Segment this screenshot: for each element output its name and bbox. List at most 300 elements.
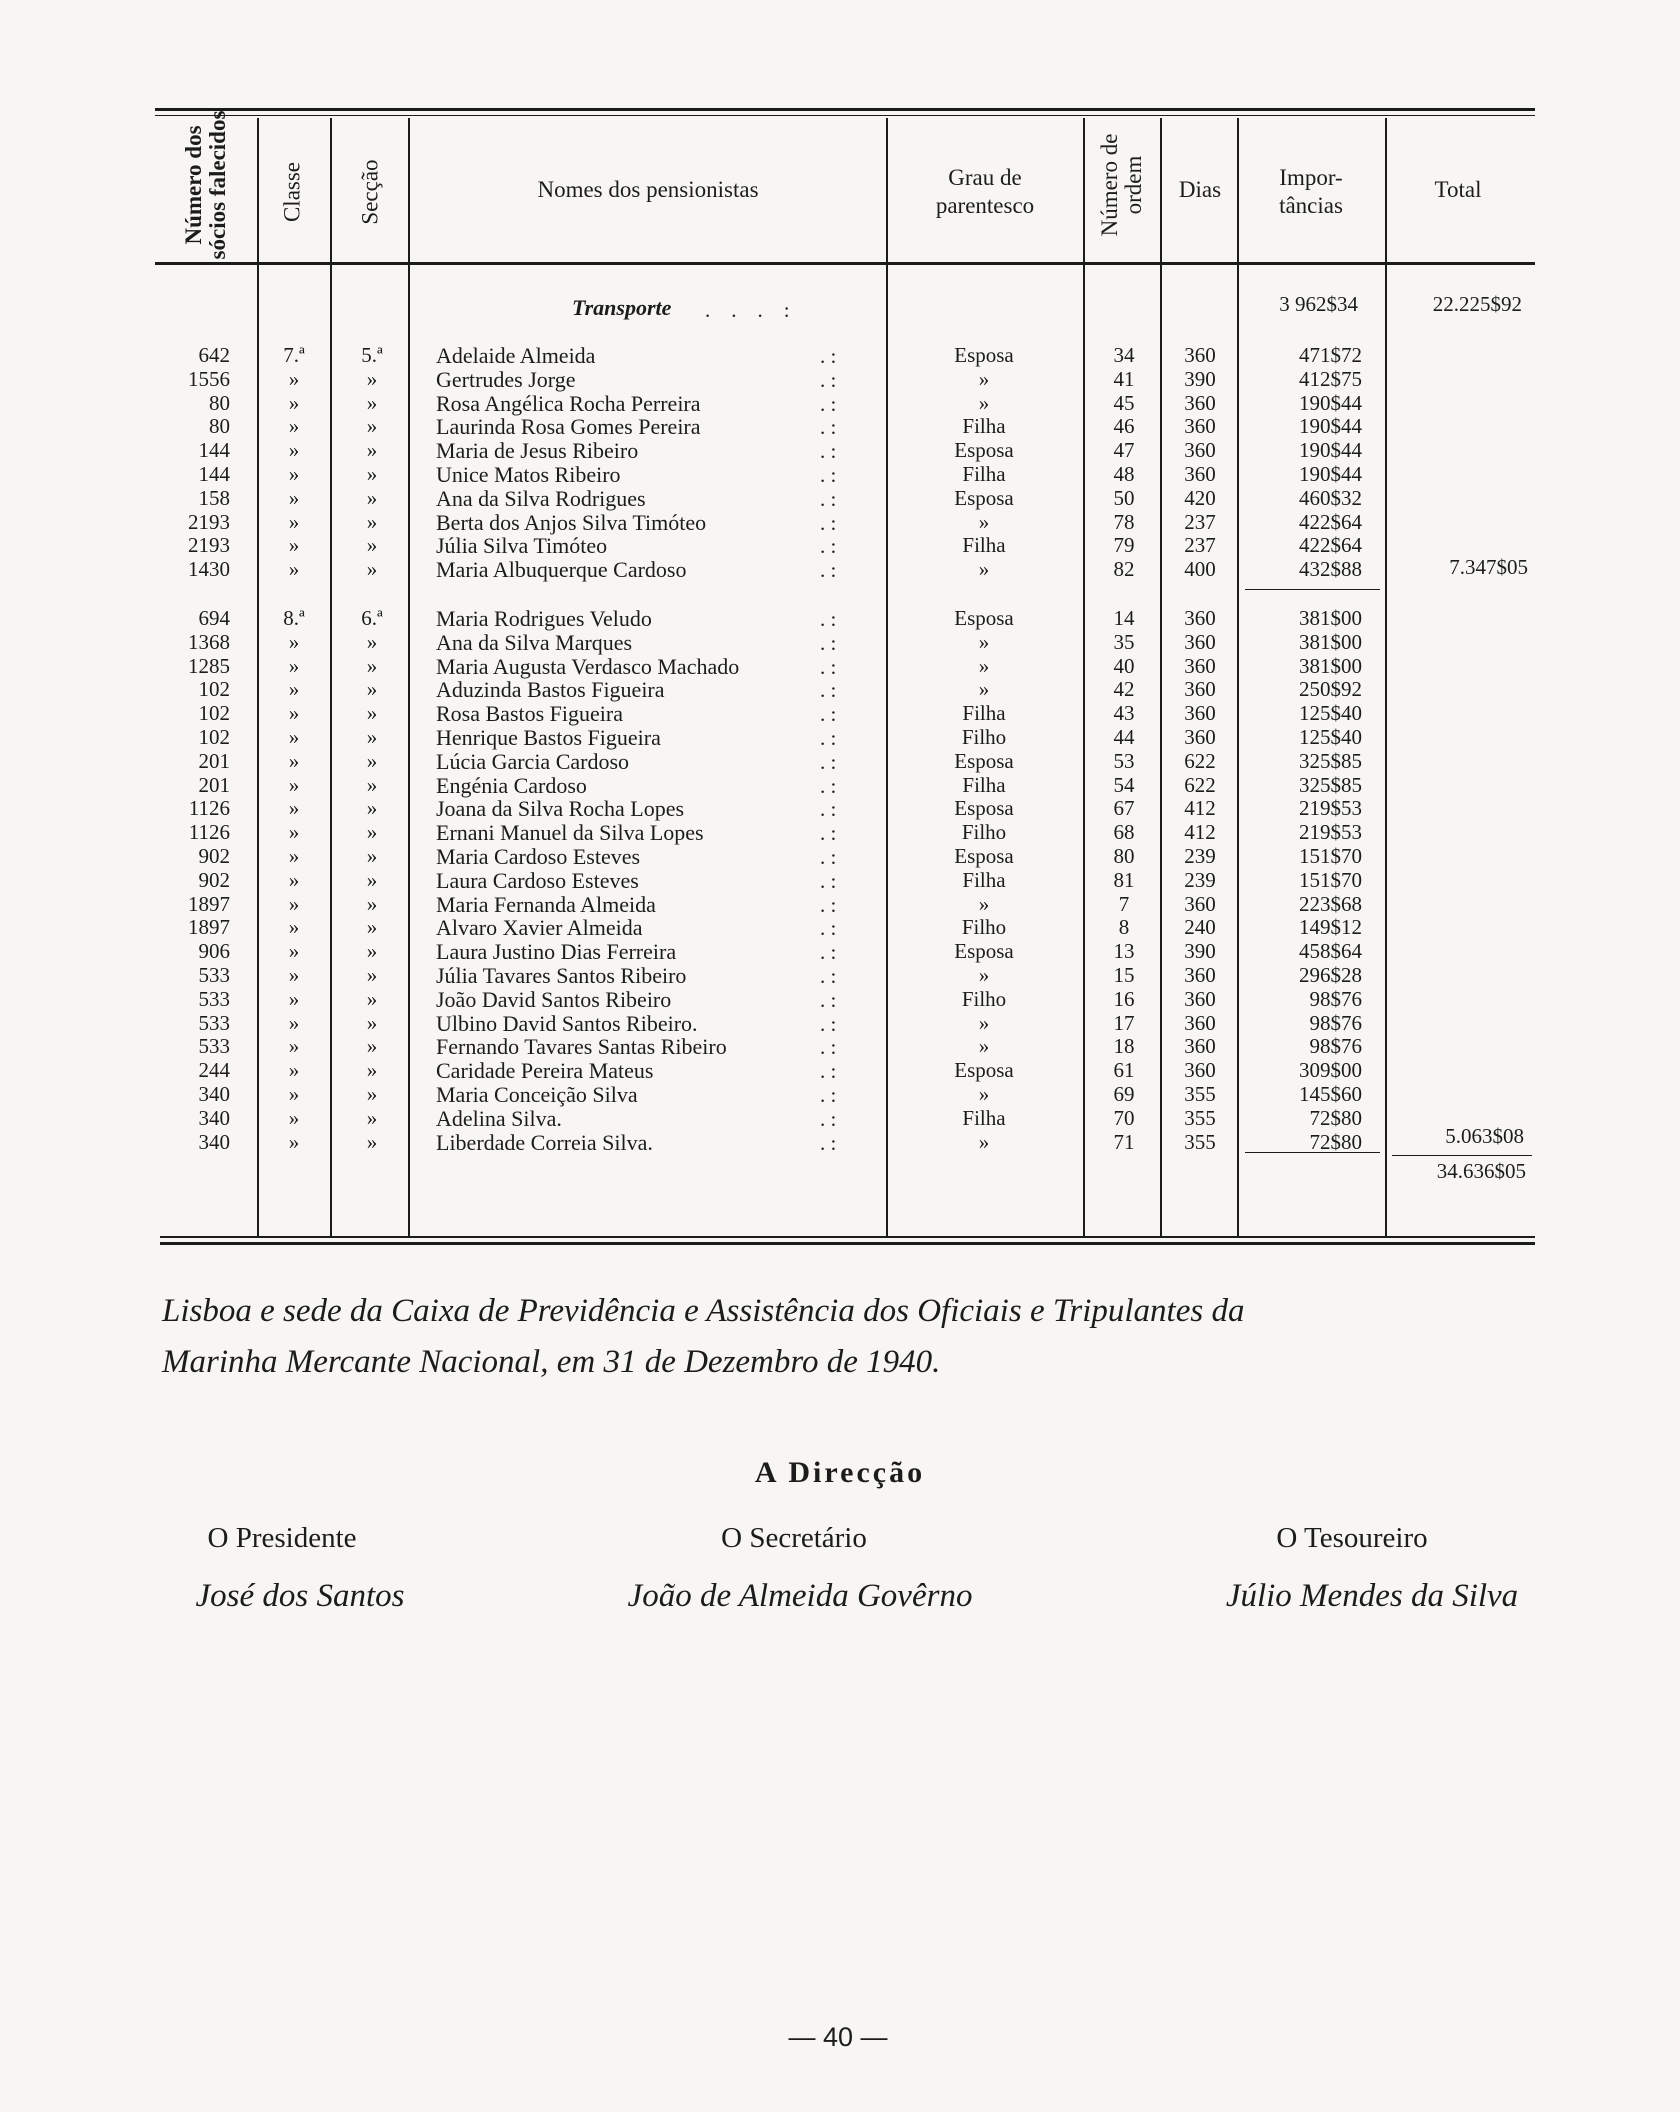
cell-dias: 360	[1184, 343, 1216, 367]
cell-nome: Adelaide Almeida	[436, 343, 596, 368]
cell-ordem: 47	[1113, 438, 1135, 463]
cell-importancia: 190$44	[1299, 414, 1362, 439]
cell-nome: Alvaro Xavier Almeida	[436, 915, 643, 941]
cell-socio: 1430	[188, 557, 230, 582]
cell-classe: »	[288, 462, 300, 486]
cell-grau: Esposa	[954, 606, 1014, 630]
cell-importancia: 432$88	[1299, 557, 1362, 582]
cell-socio: 102	[198, 701, 230, 726]
cell-grau: Filha	[962, 867, 1006, 892]
cell-grau: »	[978, 509, 990, 534]
cell-classe: »	[288, 748, 300, 773]
cell-nome: Adelina Silva.	[436, 1105, 562, 1131]
cell-seccao: »	[366, 438, 378, 463]
cell-dias: 240	[1184, 915, 1216, 940]
cell-ordem: 44	[1113, 725, 1135, 749]
leader-dots: . :	[820, 415, 837, 440]
cell-dias: 360	[1184, 725, 1216, 749]
cell-grau: Filha	[962, 772, 1006, 797]
cell-seccao: »	[366, 629, 378, 654]
leader-dots: . :	[820, 726, 837, 750]
cell-dias: 360	[1184, 1034, 1216, 1059]
cell-importancia: 190$44	[1299, 390, 1362, 415]
cell-socio: 144	[198, 462, 230, 486]
cell-nome: Ana da Silva Rodrigues	[436, 485, 646, 511]
cell-dias: 360	[1184, 438, 1216, 463]
cell-importancia: 422$64	[1299, 509, 1362, 534]
cell-ordem: 18	[1113, 1034, 1135, 1059]
cell-nome: Maria Fernanda Almeida	[436, 891, 656, 917]
cell-importancia: 190$44	[1299, 462, 1362, 486]
cell-classe: »	[288, 1010, 300, 1035]
cell-classe: »	[288, 891, 300, 916]
cell-nome: Caridade Pereira Mateus	[436, 1058, 654, 1084]
leader-dots: . :	[820, 678, 837, 703]
header-total: Total	[1434, 177, 1482, 202]
cell-importancia: 381$00	[1299, 606, 1362, 630]
cell-nome: Rosa Angélica Rocha Perreira	[436, 390, 701, 416]
cell-classe: »	[288, 390, 300, 415]
leader-dots: . :	[820, 892, 837, 917]
cell-seccao: »	[366, 462, 378, 486]
cell-ordem: 46	[1113, 414, 1135, 439]
footer-line-2: Marinha Mercante Nacional, em 31 de Dezembro de 1940.	[162, 1344, 941, 1380]
cell-socio: 80	[209, 414, 230, 439]
cell-classe: »	[288, 939, 300, 964]
leader-dots: . :	[820, 964, 837, 988]
cell-grau: Esposa	[954, 485, 1014, 510]
leader-dots: . :	[820, 463, 837, 487]
grand-total-rule	[1392, 1155, 1532, 1156]
cell-seccao: »	[366, 509, 378, 534]
header-num-ordem: Número de ordem	[1097, 133, 1146, 237]
cell-ordem: 16	[1113, 986, 1135, 1011]
cell-dias: 390	[1184, 939, 1216, 964]
cell-socio: 1897	[188, 891, 230, 916]
cell-classe: »	[288, 701, 300, 726]
leader-dots: . :	[820, 1106, 837, 1131]
cell-socio: 201	[198, 772, 230, 797]
transporte-total: 22.225$92	[1432, 292, 1522, 316]
cell-grau: Esposa	[954, 796, 1014, 821]
cell-ordem: 45	[1113, 390, 1135, 415]
cell-socio: 340	[198, 1105, 230, 1130]
cell-nome: Maria Cardoso Esteves	[436, 844, 641, 869]
grand-total: 34.636$05	[1436, 1159, 1526, 1183]
leader-dots: . :	[820, 558, 837, 583]
cell-importancia: 219$53	[1299, 796, 1362, 821]
cell-grau: »	[978, 1034, 990, 1059]
cell-ordem: 78	[1113, 509, 1135, 534]
cell-dias: 360	[1184, 653, 1216, 678]
leader-dots: . :	[820, 344, 837, 368]
cell-grau: »	[978, 677, 990, 702]
cell-grau: Filha	[962, 462, 1006, 486]
group1-total: 7.347$05	[1449, 555, 1528, 579]
cell-importancia: 151$70	[1299, 867, 1362, 892]
header-bottom-rule	[155, 262, 1535, 265]
direction-title: A Direcção	[754, 1456, 926, 1489]
table-top-rule	[155, 108, 1535, 111]
leader-dots: . :	[820, 439, 837, 464]
subtotal-rule	[1245, 589, 1380, 590]
cell-importancia: 325$85	[1299, 748, 1362, 773]
cell-socio: 533	[198, 1010, 230, 1035]
leader-dots: . :	[820, 1130, 837, 1155]
cell-classe: »	[288, 844, 300, 868]
cell-importancia: 296$28	[1299, 963, 1362, 987]
leader-dots: . . . :	[705, 298, 790, 322]
president-role: O Presidente	[207, 1522, 357, 1554]
cell-ordem: 50	[1113, 485, 1135, 510]
cell-importancia: 325$85	[1299, 772, 1362, 797]
cell-classe: »	[288, 366, 300, 391]
cell-classe: »	[288, 438, 300, 463]
cell-nome: Engénia Cardoso	[436, 772, 587, 798]
cell-dias: 360	[1184, 963, 1216, 987]
cell-nome: Júlia Silva Timóteo	[436, 533, 608, 559]
cell-dias: 400	[1184, 557, 1216, 582]
cell-importancia: 412$75	[1299, 366, 1362, 391]
cell-grau: Filho	[961, 820, 1007, 845]
cell-seccao: »	[366, 1058, 378, 1083]
leader-dots: . :	[820, 510, 837, 535]
cell-socio: 1285	[188, 653, 230, 678]
cell-importancia: 149$12	[1299, 915, 1362, 940]
cell-classe: »	[288, 1058, 300, 1083]
leader-dots: . :	[820, 486, 837, 511]
cell-classe: »	[288, 725, 300, 749]
cell-nome: Maria de Jesus Ribeiro	[436, 438, 639, 464]
cell-grau: Esposa	[954, 343, 1014, 367]
cell-importancia: 471$72	[1299, 343, 1362, 367]
cell-importancia: 381$00	[1299, 629, 1362, 654]
table-top-rule-thin	[155, 115, 1535, 116]
cell-socio: 1556	[188, 366, 230, 391]
cell-grau: »	[978, 1082, 990, 1106]
cell-seccao: »	[366, 748, 378, 773]
cell-seccao: »	[366, 1129, 378, 1154]
cell-grau: Filho	[961, 725, 1007, 749]
cell-ordem: 68	[1113, 820, 1135, 845]
cell-seccao: »	[366, 533, 378, 558]
cell-dias: 360	[1184, 629, 1216, 654]
cell-importancia: 98$76	[1309, 1010, 1362, 1035]
transporte-label: Transporte	[572, 295, 672, 320]
cell-nome: Aduzinda Bastos Figueira	[436, 677, 665, 703]
cell-nome: Liberdade Correia Silva.	[436, 1129, 653, 1155]
column-divider	[408, 118, 410, 1236]
cell-grau: Esposa	[954, 748, 1014, 773]
cell-grau: Esposa	[954, 438, 1014, 463]
header-importancias: Impor- tâncias	[1279, 165, 1343, 218]
cell-ordem: 7	[1118, 891, 1130, 916]
cell-classe: »	[288, 963, 300, 987]
cell-grau: Esposa	[954, 844, 1014, 868]
cell-classe: 8.ª	[283, 606, 305, 630]
cell-seccao: »	[366, 891, 378, 916]
cell-classe: »	[288, 677, 300, 702]
cell-nome: Berta dos Anjos Silva Timóteo	[436, 509, 707, 535]
cell-classe: »	[288, 820, 300, 845]
cell-seccao: »	[366, 1034, 378, 1059]
leader-dots: . :	[820, 773, 837, 798]
cell-seccao: 5.ª	[361, 343, 383, 367]
cell-importancia: 125$40	[1299, 725, 1362, 749]
cell-nome: Júlia Tavares Santos Ribeiro	[436, 963, 687, 988]
cell-nome: Joana da Silva Rocha Lopes	[436, 796, 685, 822]
cell-seccao: »	[366, 820, 378, 845]
leader-dots: . :	[820, 749, 837, 774]
cell-socio: 340	[198, 1082, 230, 1106]
cell-dias: 360	[1184, 677, 1216, 702]
cell-nome: Lúcia Garcia Cardoso	[436, 748, 630, 774]
cell-classe: 7.ª	[283, 343, 305, 367]
cell-ordem: 34	[1113, 343, 1135, 367]
cell-socio: 902	[198, 867, 230, 892]
cell-dias: 360	[1184, 1058, 1216, 1083]
cell-ordem: 71	[1113, 1129, 1135, 1154]
header-nomes: Nomes dos pensionistas	[537, 177, 759, 202]
cell-grau: »	[978, 1129, 990, 1154]
cell-ordem: 53	[1113, 748, 1135, 773]
cell-dias: 412	[1184, 820, 1216, 845]
cell-classe: »	[288, 1034, 300, 1059]
cell-grau: »	[978, 963, 990, 987]
cell-ordem: 81	[1113, 867, 1135, 892]
cell-seccao: 6.ª	[361, 606, 383, 630]
cell-socio: 902	[198, 844, 230, 868]
leader-dots: . :	[820, 868, 837, 893]
cell-classe: »	[288, 1082, 300, 1106]
cell-socio: 2193	[188, 509, 230, 534]
cell-ordem: 42	[1113, 677, 1135, 702]
cell-grau: Esposa	[954, 1058, 1014, 1083]
treasurer-role: O Tesoureiro	[1276, 1522, 1428, 1554]
cell-seccao: »	[366, 915, 378, 940]
cell-ordem: 79	[1113, 533, 1135, 558]
cell-nome: Gertrudes Jorge	[436, 366, 576, 392]
cell-socio: 1126	[188, 796, 230, 821]
treasurer-name: Júlio Mendes da Silva	[1225, 1578, 1519, 1614]
cell-dias: 360	[1184, 986, 1216, 1011]
cell-seccao: »	[366, 939, 378, 964]
cell-ordem: 82	[1113, 557, 1135, 582]
cell-classe: »	[288, 1105, 300, 1130]
cell-nome: Maria Augusta Verdasco Machado	[436, 653, 740, 679]
cell-dias: 390	[1184, 366, 1216, 391]
cell-seccao: »	[366, 653, 378, 678]
cell-importancia: 250$92	[1299, 677, 1362, 702]
cell-ordem: 41	[1113, 366, 1135, 391]
cell-dias: 237	[1184, 509, 1216, 534]
cell-seccao: »	[366, 677, 378, 702]
cell-grau: Filha	[962, 414, 1006, 439]
cell-grau: Filha	[962, 533, 1006, 558]
cell-ordem: 14	[1113, 606, 1135, 630]
cell-socio: 694	[198, 606, 230, 630]
header-dias: Dias	[1178, 177, 1222, 202]
leader-dots: . :	[820, 607, 837, 631]
cell-socio: 1126	[188, 820, 230, 845]
cell-importancia: 223$68	[1299, 891, 1362, 916]
cell-seccao: »	[366, 1082, 378, 1106]
column-divider	[330, 118, 332, 1236]
cell-dias: 237	[1184, 533, 1216, 558]
leader-dots: . :	[820, 534, 837, 559]
cell-importancia: 460$32	[1299, 485, 1362, 510]
president-name: José dos Santos	[195, 1578, 405, 1614]
column-divider	[257, 118, 259, 1236]
cell-grau: Filha	[962, 701, 1006, 726]
cell-seccao: »	[366, 366, 378, 391]
cell-classe: »	[288, 533, 300, 558]
cell-grau: Esposa	[954, 939, 1014, 964]
cell-ordem: 43	[1113, 701, 1135, 726]
cell-importancia: 422$64	[1299, 533, 1362, 558]
cell-importancia: 98$76	[1309, 986, 1362, 1011]
cell-classe: »	[288, 629, 300, 654]
cell-dias: 360	[1184, 1010, 1216, 1035]
cell-importancia: 145$60	[1299, 1082, 1362, 1106]
cell-seccao: »	[366, 772, 378, 797]
cell-dias: 360	[1184, 606, 1216, 630]
secretary-name: João de Almeida Govêrno	[627, 1578, 973, 1614]
table-bottom-rule	[160, 1236, 1535, 1238]
cell-ordem: 35	[1113, 629, 1135, 654]
cell-dias: 239	[1184, 844, 1216, 868]
cell-socio: 102	[198, 725, 230, 749]
cell-socio: 1368	[188, 629, 230, 654]
cell-nome: Laura Cardoso Esteves	[436, 867, 639, 893]
cell-classe: »	[288, 986, 300, 1011]
leader-dots: . :	[820, 1035, 837, 1060]
cell-dias: 360	[1184, 414, 1216, 439]
cell-nome: Laura Justino Dias Ferreira	[436, 939, 677, 965]
column-divider	[1385, 118, 1387, 1236]
header-num-socios: Número dos sócios falecidos	[181, 110, 230, 260]
cell-importancia: 458$64	[1299, 939, 1362, 964]
cell-socio: 158	[198, 485, 230, 510]
leader-dots: . :	[820, 630, 837, 655]
cell-socio: 102	[198, 677, 230, 702]
cell-dias: 622	[1184, 748, 1216, 773]
cell-socio: 340	[198, 1129, 230, 1154]
cell-importancia: 190$44	[1299, 438, 1362, 463]
cell-classe: »	[288, 796, 300, 821]
cell-dias: 622	[1184, 772, 1216, 797]
cell-socio: 533	[198, 963, 230, 987]
cell-importancia: 125$40	[1299, 701, 1362, 726]
cell-ordem: 80	[1113, 844, 1135, 868]
cell-socio: 533	[198, 986, 230, 1011]
cell-socio: 906	[198, 939, 230, 964]
leader-dots: . :	[820, 654, 837, 679]
leader-dots: . :	[820, 391, 837, 416]
cell-grau: »	[978, 629, 990, 654]
header-classe: Classe	[279, 161, 305, 223]
header-grau: Grau de parentesco	[935, 165, 1035, 218]
cell-socio: 1897	[188, 915, 230, 940]
cell-nome: Rosa Bastos Figueira	[436, 701, 623, 727]
cell-seccao: »	[366, 796, 378, 821]
leader-dots: . :	[820, 821, 837, 846]
column-divider	[1083, 118, 1085, 1236]
cell-dias: 360	[1184, 891, 1216, 916]
leader-dots: . :	[820, 845, 837, 869]
cell-ordem: 69	[1113, 1082, 1135, 1106]
cell-socio: 533	[198, 1034, 230, 1059]
cell-classe: »	[288, 1129, 300, 1154]
cell-seccao: »	[366, 725, 378, 749]
cell-dias: 412	[1184, 796, 1216, 821]
leader-dots: . :	[820, 1059, 837, 1084]
cell-socio: 244	[198, 1058, 230, 1083]
leader-dots: . :	[820, 702, 837, 727]
cell-nome: Ulbino David Santos Ribeiro.	[436, 1010, 698, 1036]
leader-dots: . :	[820, 1083, 837, 1107]
cell-seccao: »	[366, 1010, 378, 1035]
cell-ordem: 48	[1113, 462, 1135, 486]
cell-nome: Fernando Tavares Santas Ribeiro	[436, 1034, 727, 1060]
cell-seccao: »	[366, 963, 378, 987]
cell-socio: 80	[209, 390, 230, 415]
cell-dias: 355	[1184, 1082, 1216, 1106]
cell-seccao: »	[366, 414, 378, 439]
group2-total: 5.063$08	[1445, 1124, 1524, 1148]
page-number: — 40 —	[788, 2022, 888, 2052]
footer-line-1: Lisboa e sede da Caixa de Previdência e Assistência dos Oficiais e Tripulantes da	[162, 1293, 1245, 1329]
cell-nome: Ana da Silva Marques	[436, 629, 633, 655]
cell-dias: 355	[1184, 1129, 1216, 1154]
cell-socio: 144	[198, 438, 230, 463]
cell-grau: Filha	[962, 1105, 1006, 1130]
cell-importancia: 381$00	[1299, 653, 1362, 678]
cell-importancia: 151$70	[1299, 844, 1362, 868]
cell-grau: »	[978, 891, 990, 916]
cell-importancia: 72$80	[1309, 1105, 1362, 1130]
cell-seccao: »	[366, 485, 378, 510]
leader-dots: . :	[820, 987, 837, 1012]
cell-importancia: 72$80	[1309, 1129, 1362, 1154]
cell-dias: 355	[1184, 1105, 1216, 1130]
cell-ordem: 61	[1113, 1058, 1135, 1083]
cell-importancia: 309$00	[1299, 1058, 1362, 1083]
cell-socio: 2193	[188, 533, 230, 558]
cell-grau: »	[978, 366, 990, 391]
leader-dots: . :	[820, 367, 837, 392]
cell-ordem: 15	[1113, 963, 1135, 987]
cell-classe: »	[288, 653, 300, 678]
cell-ordem: 13	[1113, 939, 1135, 964]
cell-dias: 360	[1184, 701, 1216, 726]
cell-nome: Unice Matos Ribeiro	[436, 462, 621, 487]
cell-grau: »	[978, 653, 990, 678]
cell-seccao: »	[366, 986, 378, 1011]
leader-dots: . :	[820, 916, 837, 941]
leader-dots: . :	[820, 797, 837, 822]
cell-ordem: 70	[1113, 1105, 1135, 1130]
cell-dias: 360	[1184, 390, 1216, 415]
cell-nome: Maria Rodrigues Veludo	[436, 606, 652, 631]
cell-seccao: »	[366, 390, 378, 415]
column-divider	[1237, 118, 1239, 1236]
cell-grau: »	[978, 557, 990, 582]
cell-grau: »	[978, 1010, 990, 1035]
cell-socio: 642	[198, 343, 230, 367]
cell-nome: Henrique Bastos Figueira	[436, 725, 661, 750]
cell-seccao: »	[366, 867, 378, 892]
